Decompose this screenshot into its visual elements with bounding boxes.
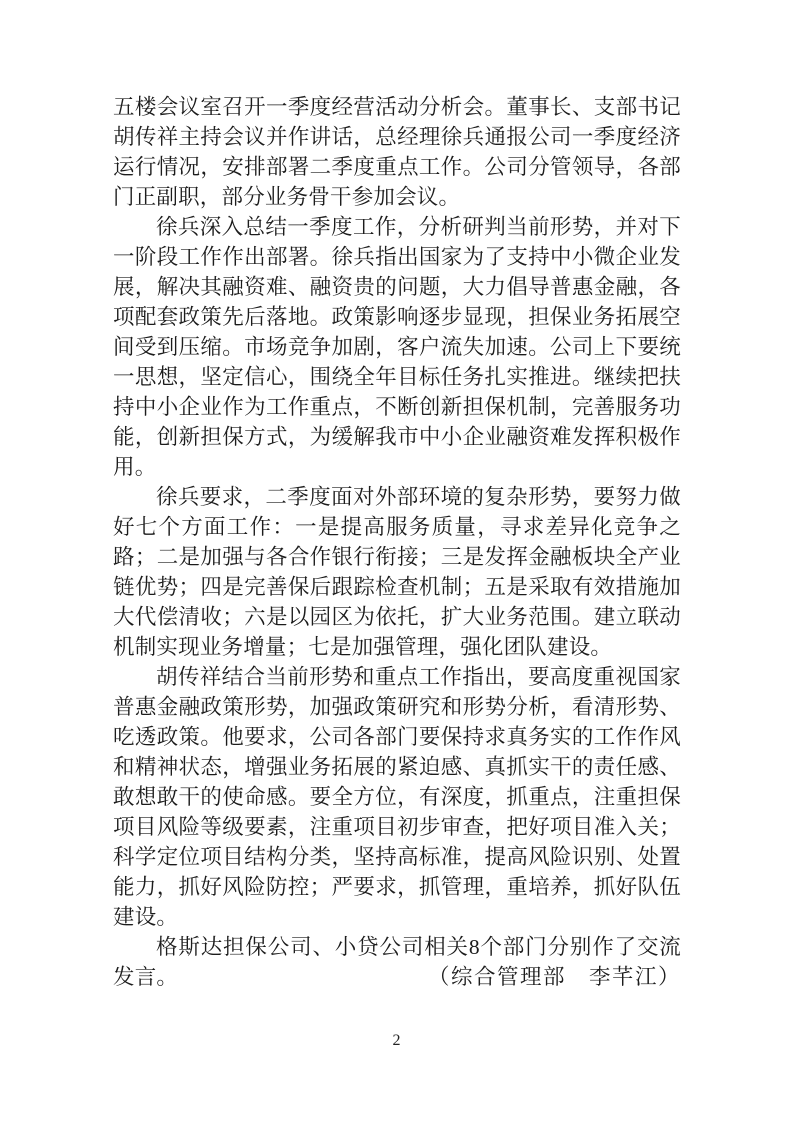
paragraph-huchuanxiang-remarks: 胡传祥结合当前形势和重点工作指出，要高度重视国家普惠金融政策形势，加强政策研究和形势分析，看清形势、吃透政策。他要求，公司各部门要保持求真务实的工作作风和精神状态，增强业务拓展的紧迫感、真抓实干的责任感、敢想敢干的使命感。要全方位，有深度，抓重点，注重担保项目风险等级要素，注重项目初步审查，把好项目准入关；科学定位项目结构分类，坚持高标准，提高风险识别、处置能力，抓好风险防控；严要求，抓管理，重培养，抓好队伍建设。 — [113, 665, 681, 929]
paragraph-xubing-summary: 徐兵深入总结一季度工作，分析研判当前形势，并对下一阶段工作作出部署。徐兵指出国家为了支持中小微企业发展，解决其融资难、融资贵的问题，大力倡导普惠金融，各项配套政策先后落地。政策影响逐步显现，担保业务拓展空间受到压缩。市场竞争加剧，客户流失加速。公司上下要统一思想，坚定信心，围绕全年目标任务扎实推进。继续把扶持中小企业作为工作重点，不断创新担保机制，完善服务功能，创新担保方式，为缓解我市中小企业融资难发挥积极作用。 — [113, 215, 681, 479]
paragraph-xubing-seven-tasks: 徐兵要求，二季度面对外部环境的复杂形势，要努力做好七个方面工作：一是提高服务质量，寻求差异化竞争之路；二是加强与各合作银行衔接；三是发挥金融板块全产业链优势；四是完善保后跟踪检查机制；五是采取有效措施加大代偿清收；六是以园区为依托，扩大业务范围。建立联动机制实现业务增量；七是加强管理，强化团队建设。 — [113, 485, 681, 659]
closing-signature: （综合管理部 李芊江） — [427, 965, 681, 989]
document-body — [113, 92, 681, 992]
paragraph-meeting-continued: 五楼会议室召开一季度经营活动分析会。董事长、支部书记胡传祥主持会议并作讲话，总经理徐兵通报公司一季度经济运行情况，安排部署二季度重点工作。公司分管领导，各部门正副职，部分业务骨干参加会议。 — [113, 95, 681, 209]
page-number: 2 — [392, 1032, 401, 1049]
closing-text: 格斯达担保公司、小贷公司相关8个部门分别作了交流发言。 — [113, 935, 681, 989]
paragraph-closing — [113, 932, 681, 992]
